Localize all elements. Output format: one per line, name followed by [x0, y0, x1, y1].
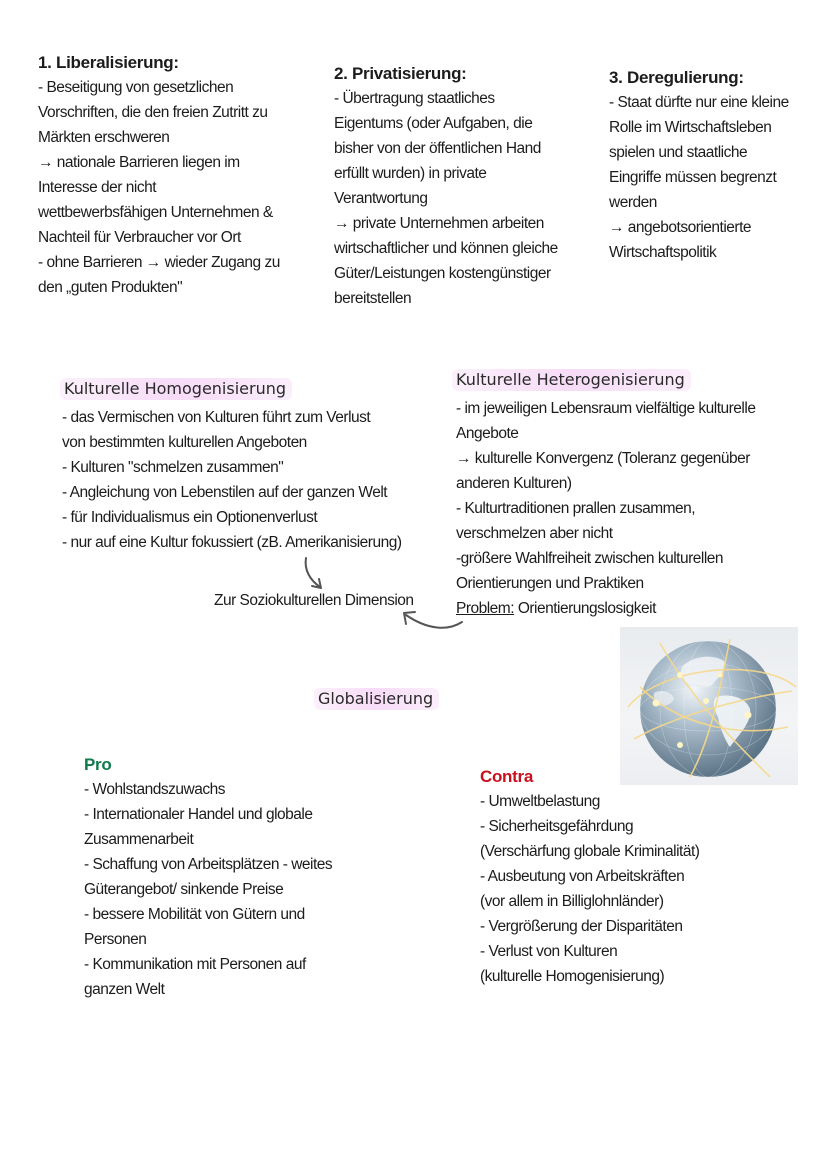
homogenisierung-section — [62, 405, 402, 555]
privatisierung-line: Verantwortung — [334, 190, 428, 207]
deregulierung-line: - Staat dürfte nur eine kleine — [609, 94, 789, 111]
contra-line: - Sicherheitsgefährdung — [480, 818, 634, 835]
contra-section — [480, 764, 699, 989]
deregulierung-line: → angebotsorientierte — [609, 219, 752, 236]
liberalisierung-line: - Beseitigung von gesetzlichen — [38, 79, 234, 96]
pro-line: - Wohlstandszuwachs — [84, 781, 225, 798]
privatisierung-line: Eigentums (oder Aufgaben, die — [334, 115, 533, 132]
heterogenisierung-section — [456, 396, 755, 621]
privatisierung-line: erfüllt wurden) in private — [334, 165, 487, 182]
globalisierung-title: Globalisierung — [314, 688, 439, 710]
privatisierung-line: bereitstellen — [334, 290, 412, 307]
liberalisierung-line: Märkten erschweren — [38, 129, 170, 146]
soziokulturell-text: Zur Soziokulturellen Dimension — [214, 592, 414, 609]
contra-line: (Verschärfung globale Kriminalität) — [480, 843, 700, 860]
contra-line: (vor allem in Billiglohnländer) — [480, 893, 664, 910]
liberalisierung-line: Vorschriften, die den freien Zutritt zu — [38, 104, 268, 121]
homogenisierung-line: - für Individualismus ein Optionenverlust — [62, 509, 318, 526]
liberalisierung-section — [38, 50, 280, 300]
heterogenisierung-line: verschmelzen aber nicht — [456, 525, 613, 542]
pro-line: - Internationaler Handel und globale — [84, 806, 313, 823]
heterogenisierung-line: - im jeweiligen Lebensraum vielfältige kulturelle — [456, 400, 756, 417]
contra-line: - Vergrößerung der Disparitäten — [480, 918, 683, 935]
pro-line: ganzen Welt — [84, 981, 165, 998]
problem-label: Problem: — [456, 600, 515, 617]
pro-line: Personen — [84, 931, 147, 948]
pro-line: - Schaffung von Arbeitsplätzen - weites — [84, 856, 333, 873]
deregulierung-line: Wirtschaftspolitik — [609, 244, 717, 261]
deregulierung-line: werden — [609, 194, 657, 211]
arrow-down-icon — [296, 556, 330, 592]
deregulierung-line: Eingriffe müssen begrenzt — [609, 169, 777, 186]
homogenisierung-line: - nur auf eine Kultur fokussiert (zB. Amerikanisierung) — [62, 534, 402, 551]
liberalisierung-title: 1. Liberalisierung: — [38, 53, 179, 72]
pro-section — [84, 752, 332, 1002]
heterogenisierung-line: anderen Kulturen) — [456, 475, 572, 492]
privatisierung-line: - Übertragung staatliches — [334, 90, 495, 107]
heterogenisierung-line: - Kulturtraditionen prallen zusammen, — [456, 500, 696, 517]
privatisierung-section — [334, 61, 558, 311]
homogenisierung-line: - Kulturen "schmelzen zusammen" — [62, 459, 284, 476]
contra-line: - Umweltbelastung — [480, 793, 600, 810]
privatisierung-line: wirtschaftlicher und können gleiche — [334, 240, 558, 257]
homogenisierung-line: von bestimmten kulturellen Angeboten — [62, 434, 307, 451]
contra-line: - Ausbeutung von Arbeitskräften — [480, 868, 685, 885]
contra-title: Contra — [480, 767, 533, 786]
pro-line: Zusammenarbeit — [84, 831, 194, 848]
heterogenisierung-line: Angebote — [456, 425, 519, 442]
liberalisierung-line: - ohne Barrieren → wieder Zugang zu — [38, 254, 280, 271]
deregulierung-line: spielen und staatliche — [609, 144, 748, 161]
liberalisierung-line: → nationale Barrieren liegen im — [38, 154, 240, 171]
deregulierung-line: Rolle im Wirtschaftsleben — [609, 119, 772, 136]
pro-title: Pro — [84, 755, 112, 774]
pro-line: Güterangebot/ sinkende Preise — [84, 881, 284, 898]
privatisierung-title: 2. Privatisierung: — [334, 64, 467, 83]
globe-network-image — [620, 627, 798, 785]
pro-line: - Kommunikation mit Personen auf — [84, 956, 306, 973]
liberalisierung-line: den „guten Produkten" — [38, 279, 183, 296]
heterogenisierung-line: Orientierungen und Praktiken — [456, 575, 644, 592]
homogenisierung-line: - Angleichung von Lebenstilen auf der ganzen Welt — [62, 484, 388, 501]
soziokulturell-label — [214, 588, 414, 613]
deregulierung-section — [609, 65, 789, 265]
heterogenisierung-line: → kulturelle Konvergenz (Toleranz gegenüber — [456, 450, 750, 467]
heterogenisierung-title: Kulturelle Heterogenisierung — [452, 369, 691, 391]
heterogenisierung-line: -größere Wahlfreiheit zwischen kulturellen — [456, 550, 724, 567]
pro-line: - bessere Mobilität von Gütern und — [84, 906, 305, 923]
globe-icon — [620, 627, 798, 785]
contra-line: - Verlust von Kulturen — [480, 943, 618, 960]
homogenisierung-line: - das Vermischen von Kulturen führt zum Verlust — [62, 409, 371, 426]
problem-line — [456, 596, 755, 621]
liberalisierung-line: Interesse der nicht — [38, 179, 157, 196]
privatisierung-line: → private Unternehmen arbeiten — [334, 215, 544, 232]
liberalisierung-line: Nachteil für Verbraucher vor Ort — [38, 229, 241, 246]
privatisierung-line: Güter/Leistungen kostengünstiger — [334, 265, 551, 282]
deregulierung-title: 3. Deregulierung: — [609, 68, 744, 87]
homogenisierung-title: Kulturelle Homogenisierung — [60, 378, 292, 400]
contra-line: (kulturelle Homogenisierung) — [480, 968, 665, 985]
liberalisierung-line: wettbewerbsfähigen Unternehmen & — [38, 204, 273, 221]
privatisierung-line: bisher von der öffentlichen Hand — [334, 140, 541, 157]
problem-text: Orientierungslosigkeit — [514, 600, 656, 617]
